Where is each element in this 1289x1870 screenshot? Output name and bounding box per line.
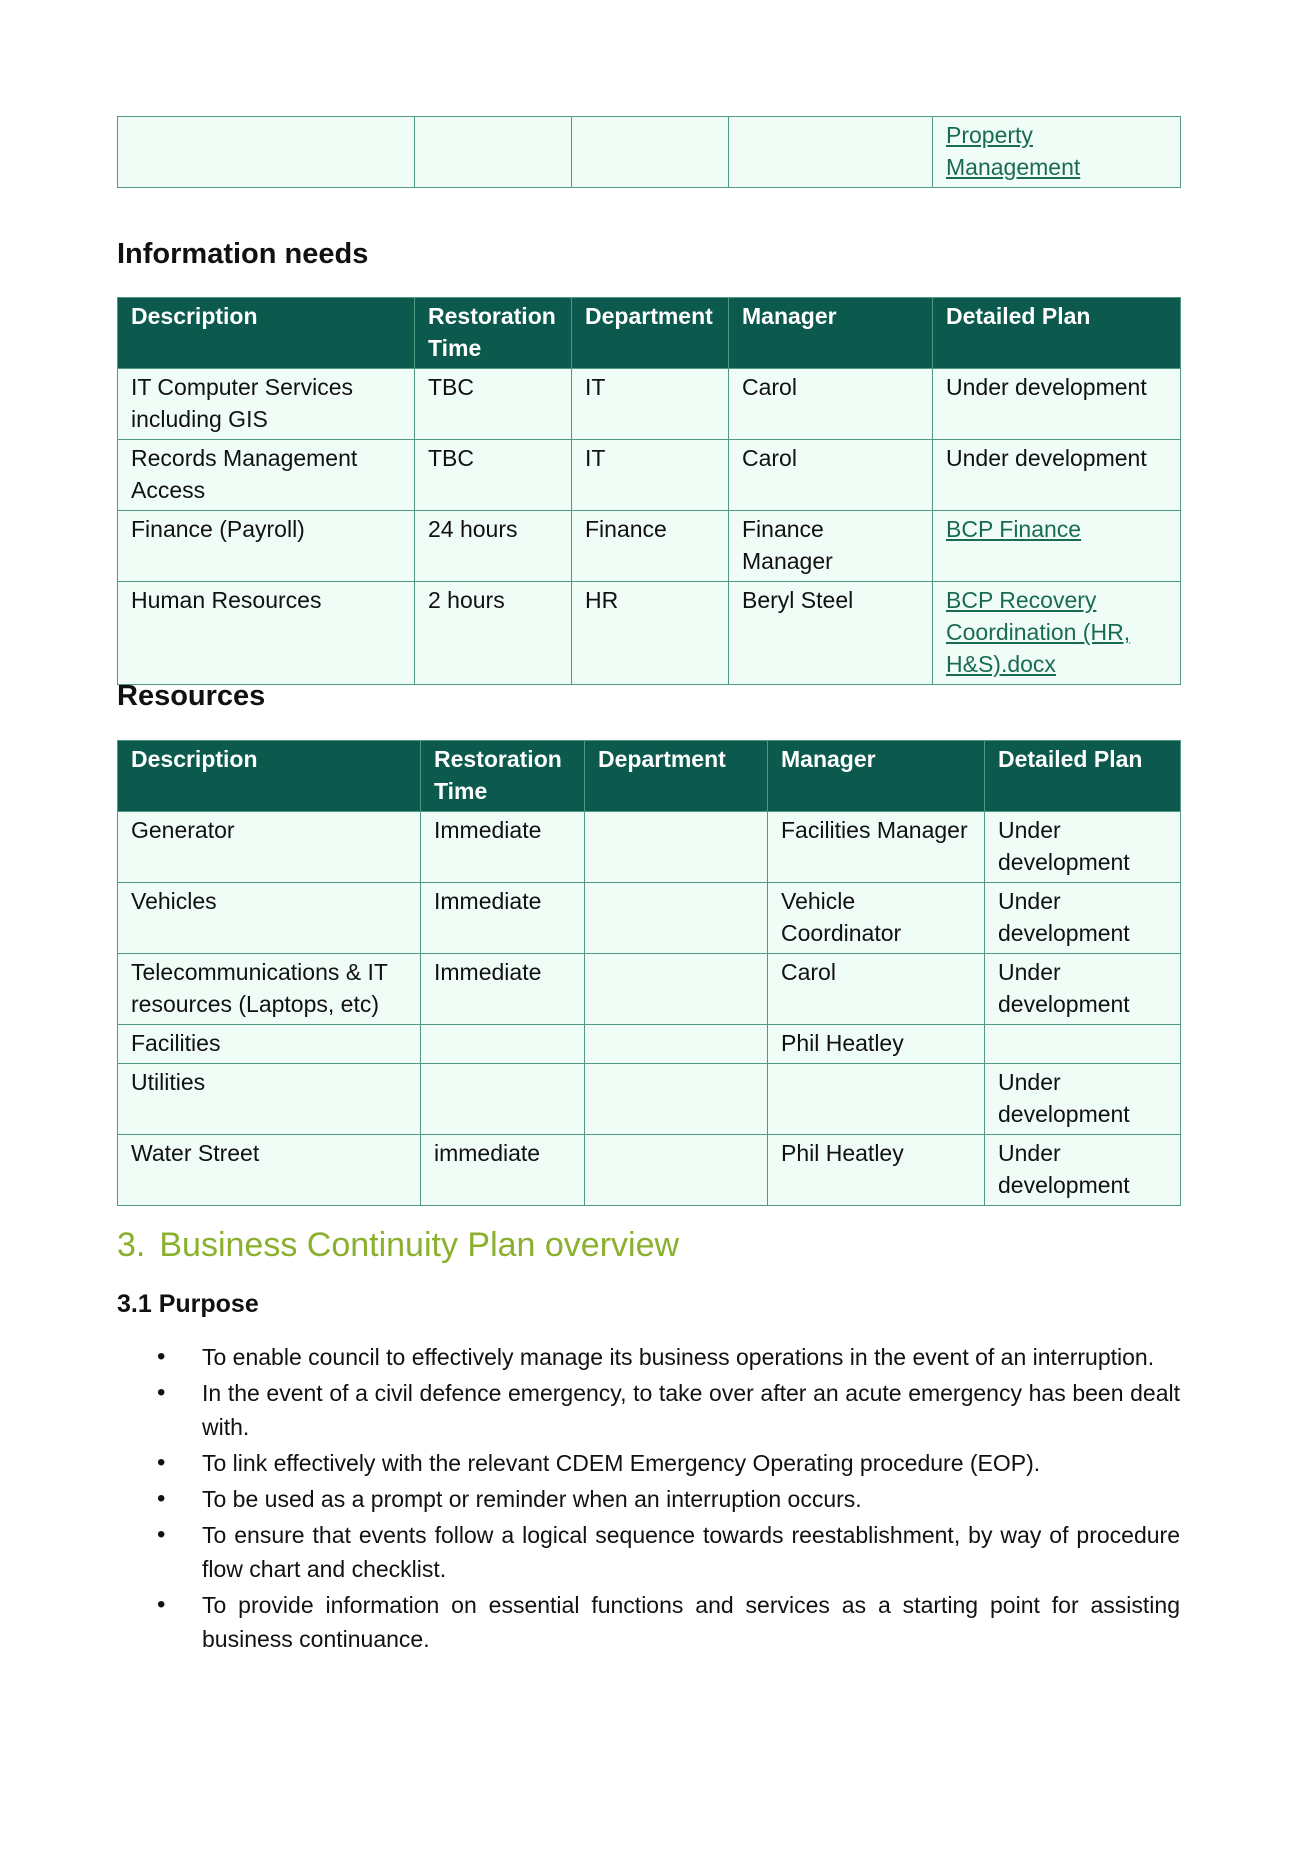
table-cell xyxy=(421,1064,585,1135)
table-cell: Human Resources xyxy=(118,582,415,685)
table-header-row xyxy=(118,298,1181,369)
column-header: Detailed Plan xyxy=(933,298,1181,369)
column-header: Restoration Time xyxy=(415,298,572,369)
table-cell xyxy=(572,117,729,188)
list-item xyxy=(117,1340,1180,1374)
column-header: Detailed Plan xyxy=(985,741,1181,812)
table-cell: Immediate xyxy=(421,812,585,883)
table-cell: Under development xyxy=(933,369,1181,440)
table-cell xyxy=(585,954,768,1025)
table-cell: Facilities xyxy=(118,1025,421,1064)
list-item xyxy=(117,1588,1180,1656)
purpose-subheading: 3.1 Purpose xyxy=(117,1290,259,1318)
table-cell: Under development xyxy=(985,954,1181,1025)
bcp-finance-link[interactable]: BCP Finance xyxy=(946,516,1082,542)
table-cell xyxy=(421,1025,585,1064)
table-cell: Records Management Access xyxy=(118,440,415,511)
table-cell: Under development xyxy=(933,440,1181,511)
table-cell: immediate xyxy=(421,1135,585,1206)
table-row xyxy=(118,812,1181,883)
list-item-text: To be used as a prompt or reminder when an interruption occurs. xyxy=(202,1486,862,1512)
table-cell xyxy=(585,1064,768,1135)
list-item xyxy=(117,1518,1180,1586)
column-header: Department xyxy=(585,741,768,812)
resources-table xyxy=(117,740,1181,1206)
bullet-icon: • xyxy=(157,1591,166,1618)
table-row xyxy=(118,1064,1181,1135)
table-row xyxy=(118,954,1181,1025)
table-cell: Telecommunications & IT resources (Laptops, etc) xyxy=(118,954,421,1025)
table-cell: IT xyxy=(572,369,729,440)
resources-heading: Resources xyxy=(117,680,266,712)
table-cell: Vehicle Coordinator xyxy=(768,883,985,954)
bcp-recovery-coordination-link[interactable]: BCP Recovery Coordination (HR, H&S).docx xyxy=(946,587,1131,677)
bullet-icon: • xyxy=(157,1343,166,1370)
table-cell: Facilities Manager xyxy=(768,812,985,883)
bullet-icon: • xyxy=(157,1485,166,1512)
table-cell xyxy=(933,511,1181,582)
section-title xyxy=(117,1226,679,1265)
list-item xyxy=(117,1482,1180,1516)
table-cell: Beryl Steel xyxy=(729,582,933,685)
list-item xyxy=(117,1446,1180,1480)
table-row xyxy=(118,883,1181,954)
table-cell: TBC xyxy=(415,369,572,440)
table-cell xyxy=(768,1064,985,1135)
table-row xyxy=(118,1025,1181,1064)
table-cell: IT Computer Services including GIS xyxy=(118,369,415,440)
table-header-row xyxy=(118,741,1181,812)
table-cell: Water Street xyxy=(118,1135,421,1206)
table-cell: TBC xyxy=(415,440,572,511)
list-item-text: In the event of a civil defence emergency, to take over after an acute emergency has been dealt with. xyxy=(202,1380,1180,1440)
table-cell xyxy=(585,812,768,883)
table-cell xyxy=(118,117,415,188)
section-number: 3. xyxy=(117,1226,146,1264)
table-cell: Carol xyxy=(729,369,933,440)
bullet-icon: • xyxy=(157,1379,166,1406)
table-cell: IT xyxy=(572,440,729,511)
continued-table xyxy=(117,116,1181,188)
column-header: Description xyxy=(118,741,421,812)
table-cell: Vehicles xyxy=(118,883,421,954)
column-header: Manager xyxy=(729,298,933,369)
column-header: Department xyxy=(572,298,729,369)
table-cell: Utilities xyxy=(118,1064,421,1135)
table-cell: 2 hours xyxy=(415,582,572,685)
table-row xyxy=(118,440,1181,511)
bullet-icon: • xyxy=(157,1449,166,1476)
list-item-text: To enable council to effectively manage its business operations in the event of an interruption. xyxy=(202,1344,1155,1370)
table-row xyxy=(118,117,1181,188)
table-cell xyxy=(729,117,933,188)
table-cell: Immediate xyxy=(421,954,585,1025)
column-header: Description xyxy=(118,298,415,369)
table-cell: Phil Heatley xyxy=(768,1135,985,1206)
table-cell xyxy=(933,117,1181,188)
table-cell: Under development xyxy=(985,812,1181,883)
table-cell: Under development xyxy=(985,883,1181,954)
table-cell: HR xyxy=(572,582,729,685)
information-needs-heading: Information needs xyxy=(117,238,369,270)
column-header: Restoration Time xyxy=(421,741,585,812)
list-item xyxy=(117,1376,1180,1444)
list-item-text: To ensure that events follow a logical sequence towards reestablishment, by way of procedure flow chart and checklist. xyxy=(202,1522,1180,1582)
table-cell xyxy=(933,582,1181,685)
table-cell: Generator xyxy=(118,812,421,883)
table-cell: Finance Manager xyxy=(729,511,933,582)
table-cell: Carol xyxy=(729,440,933,511)
table-cell: Immediate xyxy=(421,883,585,954)
table-cell xyxy=(585,883,768,954)
table-cell: Finance xyxy=(572,511,729,582)
bullet-icon: • xyxy=(157,1521,166,1548)
table-cell: Under development xyxy=(985,1135,1181,1206)
table-row xyxy=(118,1135,1181,1206)
table-row xyxy=(118,369,1181,440)
list-item-text: To link effectively with the relevant CDEM Emergency Operating procedure (EOP). xyxy=(202,1450,1041,1476)
table-cell: 24 hours xyxy=(415,511,572,582)
table-cell: Under development xyxy=(985,1064,1181,1135)
table-cell xyxy=(585,1025,768,1064)
column-header: Manager xyxy=(768,741,985,812)
section-title-text: Business Continuity Plan overview xyxy=(159,1226,680,1264)
table-cell xyxy=(415,117,572,188)
table-cell xyxy=(585,1135,768,1206)
purpose-list xyxy=(117,1340,1180,1658)
table-row xyxy=(118,582,1181,685)
property-management-link[interactable]: Property Management xyxy=(946,122,1081,180)
information-needs-table xyxy=(117,297,1181,685)
table-cell: Carol xyxy=(768,954,985,1025)
table-row xyxy=(118,511,1181,582)
table-cell: Phil Heatley xyxy=(768,1025,985,1064)
list-item-text: To provide information on essential functions and services as a starting point for assisting business continuance. xyxy=(202,1592,1180,1652)
table-cell xyxy=(985,1025,1181,1064)
table-cell: Finance (Payroll) xyxy=(118,511,415,582)
